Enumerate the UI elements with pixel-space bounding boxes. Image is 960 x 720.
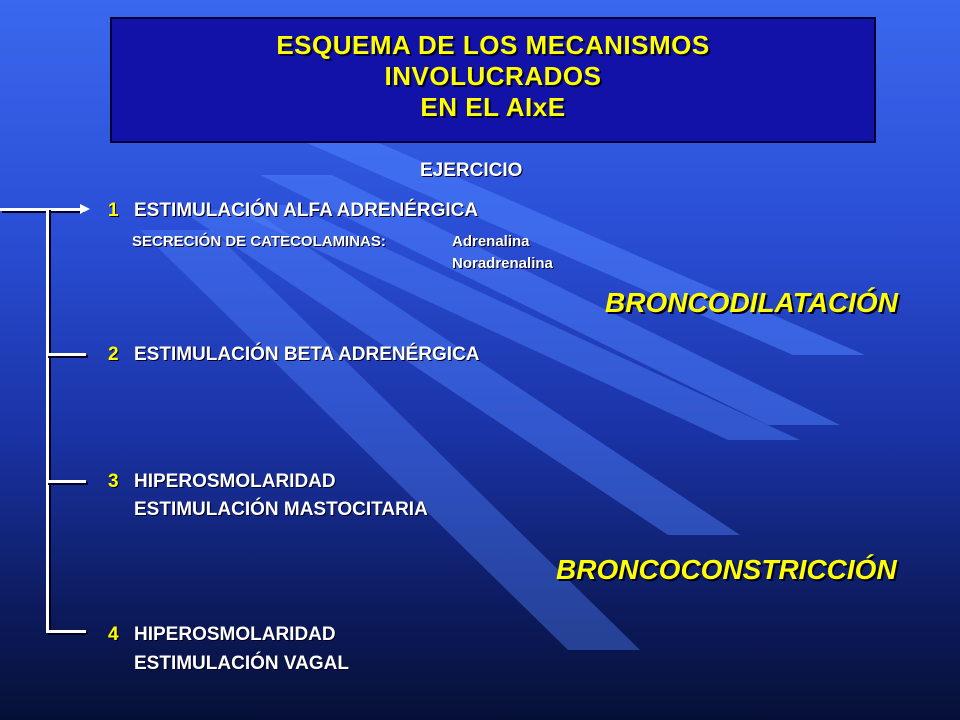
mechanism-2	[108, 344, 480, 366]
title-line-1: ESQUEMA DE LOS MECANISMOS	[276, 30, 710, 60]
arrow-head-icon	[80, 204, 90, 214]
mechanism-label: ESTIMULACIÓN ALFA ADRENÉRGICA	[134, 200, 479, 221]
mechanism-3	[108, 471, 336, 493]
mechanism-1	[108, 200, 478, 222]
arrow-line-1	[0, 208, 82, 211]
mechanism-4-line-2: ESTIMULACIÓN VAGAL	[134, 653, 349, 674]
secretion-label: SECRECIÓN DE CATECOLAMINAS:	[132, 233, 386, 250]
vertical-connector	[46, 208, 49, 632]
mechanism-label: HIPEROSMOLARIDAD	[134, 624, 336, 645]
branch-line-2	[46, 353, 86, 356]
branch-line-3	[46, 480, 86, 483]
outcome-broncoconstriccion: BRONCOCONSTRICCIÓN	[556, 554, 897, 585]
mechanism-number: 1	[108, 200, 119, 221]
mechanism-label: ESTIMULACIÓN BETA ADRENÉRGICA	[134, 344, 480, 365]
mechanism-4	[108, 624, 336, 646]
secretion-item-noradrenalina: Noradrenalina	[452, 255, 553, 272]
mechanism-number: 2	[108, 344, 119, 365]
mechanism-number: 4	[108, 624, 119, 645]
title-box	[110, 17, 876, 143]
branch-line-4	[46, 630, 86, 633]
mechanism-number: 3	[108, 471, 119, 492]
outcome-broncodilatacion: BRONCODILATACIÓN	[605, 287, 898, 318]
title-line-2: INVOLUCRADOS	[384, 61, 602, 91]
root-node-ejercicio: EJERCICIO	[420, 160, 523, 181]
mechanism-3-line-2: ESTIMULACIÓN MASTOCITARIA	[134, 499, 428, 520]
title-line-3: EN EL AIxE	[420, 92, 566, 122]
mechanism-label: HIPEROSMOLARIDAD	[134, 471, 336, 492]
secretion-item-adrenalina: Adrenalina	[452, 233, 530, 250]
